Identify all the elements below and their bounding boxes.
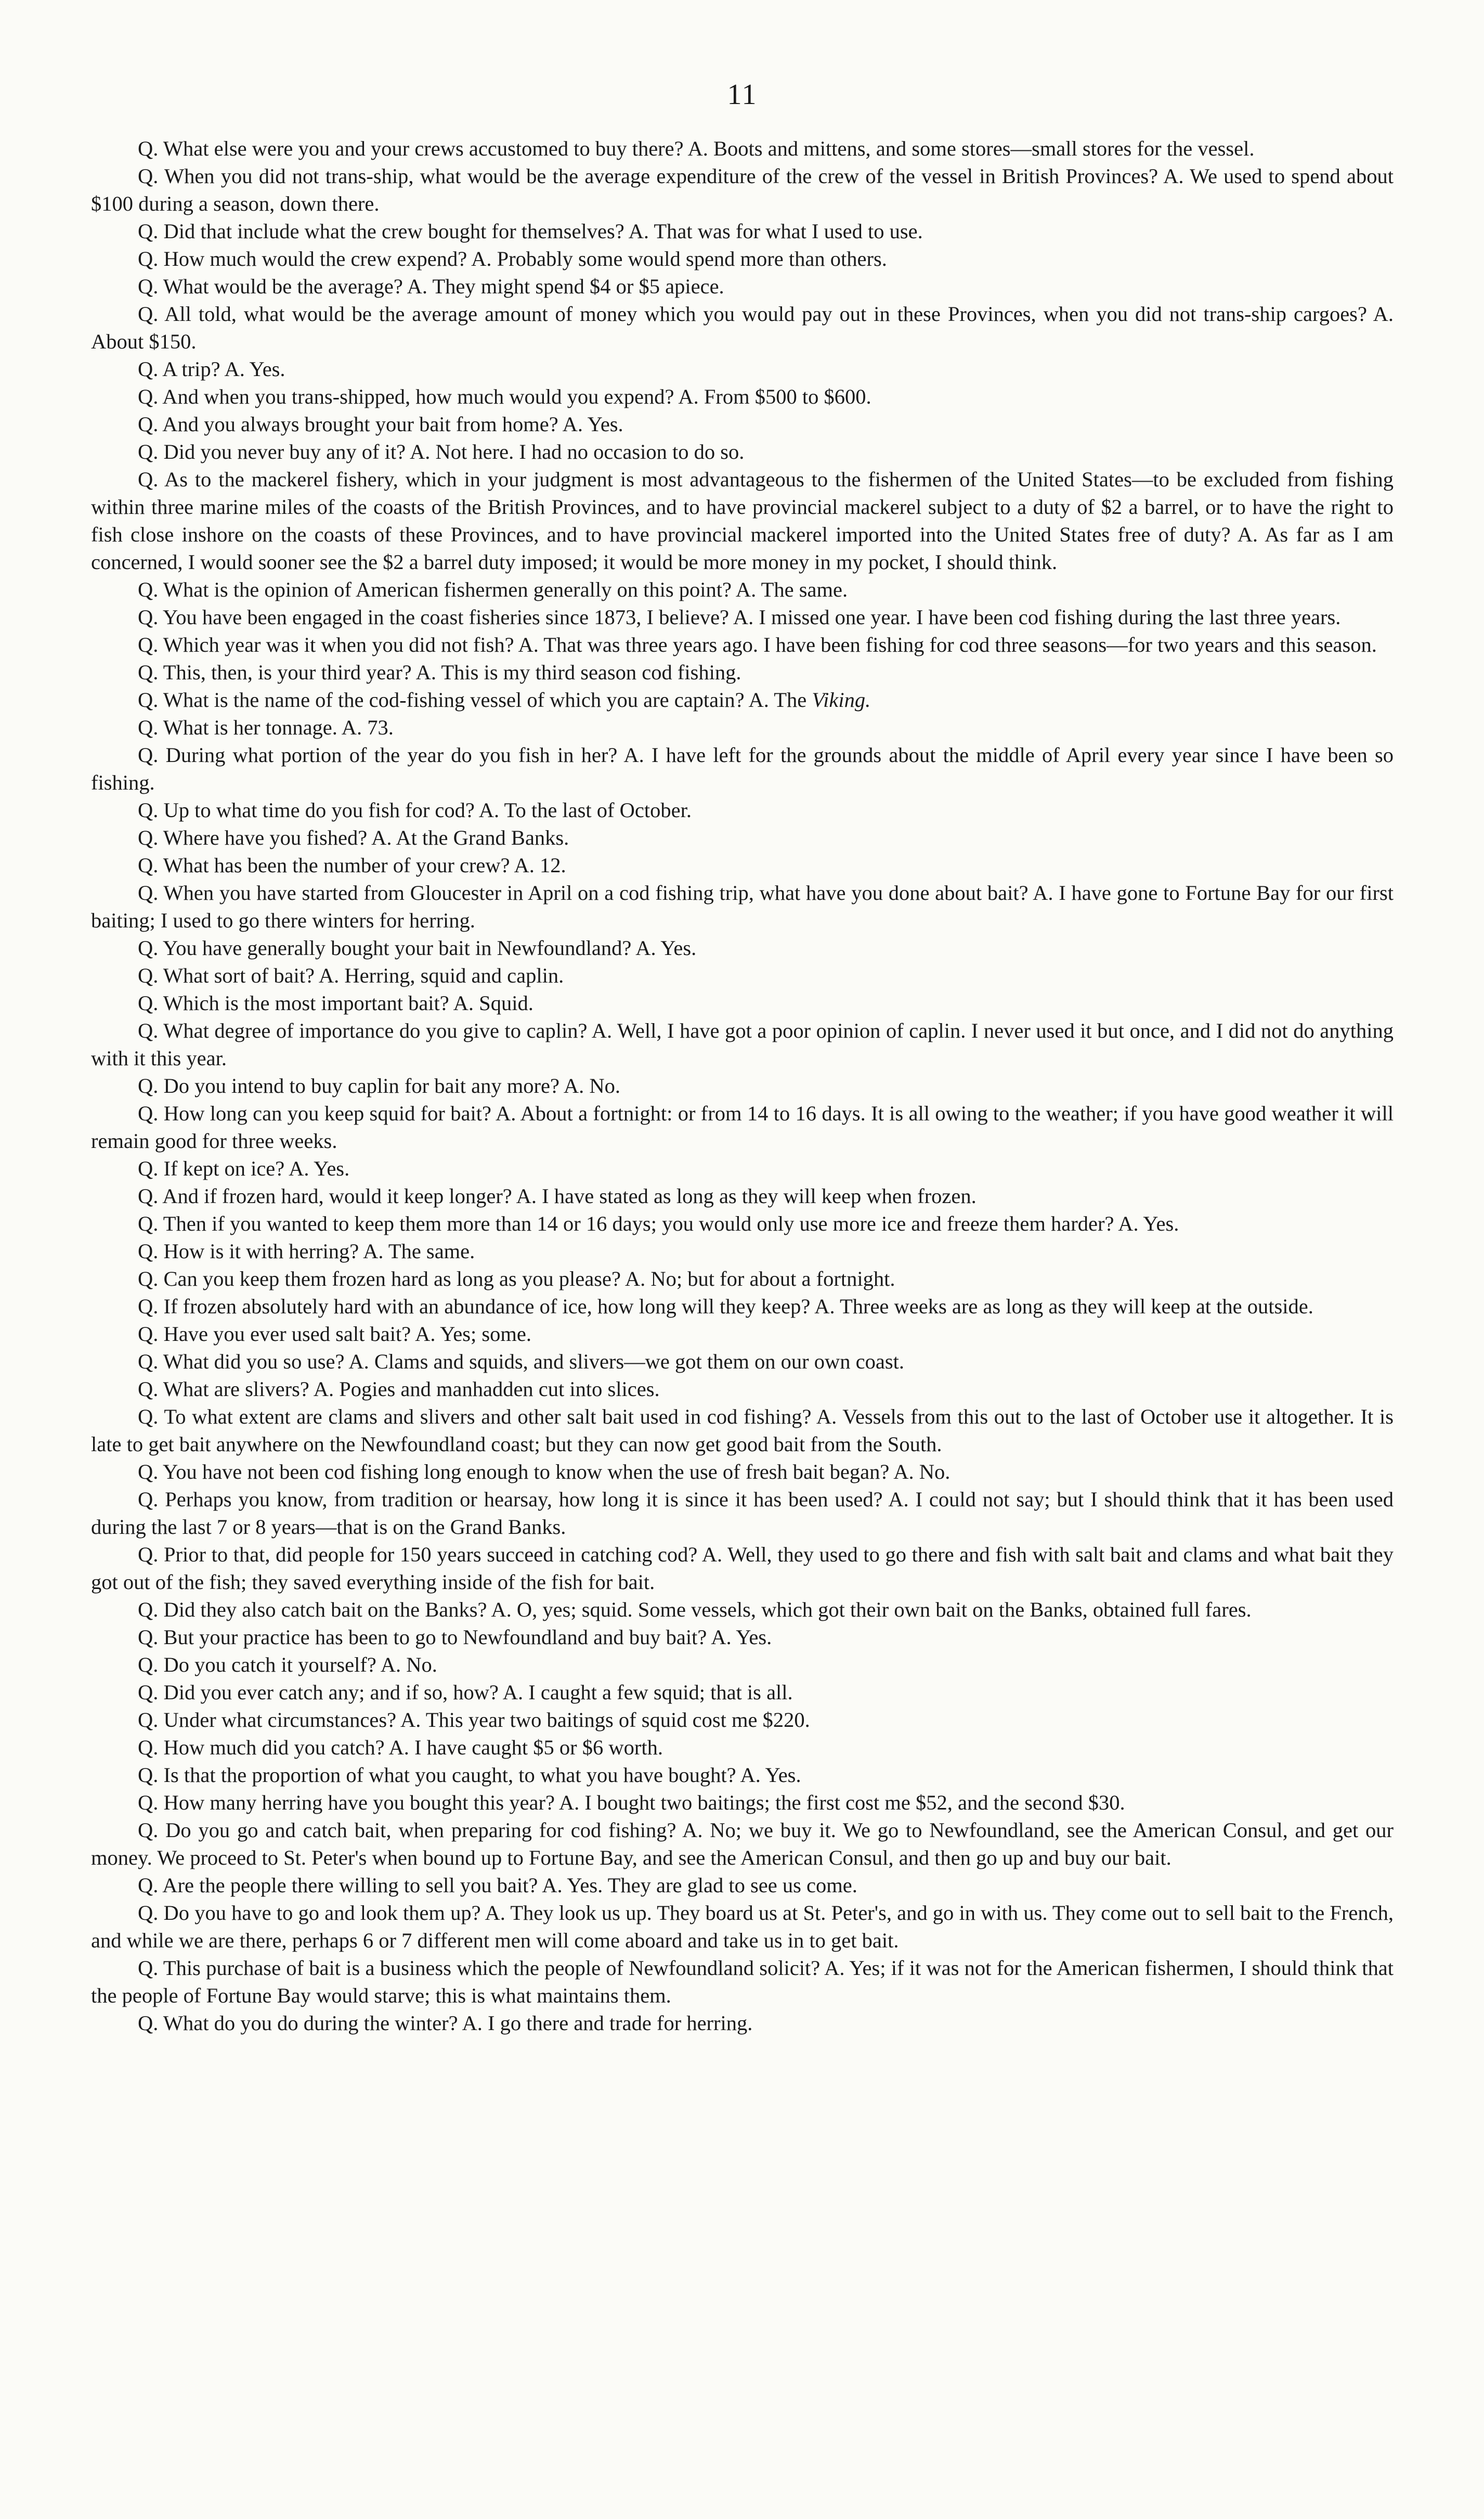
- paragraph-23: Q. You have generally bought your bait in Newfoundland? A. Yes.: [138, 936, 697, 960]
- paragraph-50: Q. Do you go and catch bait, when preparing for cod fishing? A. No; we buy it. We go to Newfoundland, see the American Consul, and get our money. We proceed to St. Peter's when bound up to Fortune Bay, and see the American Consul, and then go up and buy our bait.: [91, 1818, 1394, 1869]
- paragraph-48: Q. Is that the proportion of what you caught, to what you have bought? A. Yes.: [138, 1763, 801, 1787]
- paragraph-34: Q. If frozen absolutely hard with an abundance of ice, how long will they keep? A. Three weeks are as long as they will keep at the outside.: [138, 1295, 1313, 1318]
- paragraph-32: Q. How is it with herring? A. The same.: [138, 1239, 475, 1263]
- paragraph-52: Q. Do you have to go and look them up? A. They look us up. They board us at St. Peter's, and go in with us. They come out to sell bait to the French, and while we are there, perhaps 6 or 7 different men will come aboard and take us in to get bait.: [91, 1901, 1394, 1952]
- paragraph-31: Q. Then if you wanted to keep them more than 14 or 16 days; you would only use more ice and freeze them harder? A. Yes.: [138, 1212, 1179, 1235]
- paragraph-29: Q. If kept on ice? A. Yes.: [138, 1157, 350, 1180]
- paragraph-25: Q. Which is the most important bait? A. Squid.: [138, 991, 533, 1015]
- paragraph-4: Q. How much would the crew expend? A. Probably some would spend more than others.: [138, 247, 887, 270]
- paragraph-18: Q. During what portion of the year do you fish in her? A. I have left for the grounds about the middle of April every year since I have been so fishing.: [91, 743, 1394, 794]
- paragraph-6: Q. All told, what would be the average amount of money which you would pay out in these Provinces, when you did not trans-ship cargoes? A. About $150.: [91, 302, 1394, 353]
- paragraph-24: Q. What sort of bait? A. Herring, squid and caplin.: [138, 964, 564, 987]
- document-page: [91, 78, 1394, 2037]
- paragraph-35: Q. Have you ever used salt bait? A. Yes; some.: [138, 1322, 532, 1346]
- paragraph-2: Q. When you did not trans-ship, what would be the average expenditure of the crew of the vessel in British Provinces? A. We used to spend about $100 during a season, down there.: [91, 164, 1394, 215]
- paragraph-1: Q. What else were you and your crews accustomed to buy there? A. Boots and mittens, and some stores—small stores for the vessel.: [138, 137, 1255, 160]
- paragraph-9: Q. And you always brought your bait from home? A. Yes.: [138, 412, 623, 436]
- paragraph-8: Q. And when you trans-shipped, how much would you expend? A. From $500 to $600.: [138, 385, 871, 408]
- paragraph-16: Q. What is the name of the cod-fishing vessel of which you are captain? A. The Viking.: [138, 688, 871, 712]
- paragraph-44: Q. Do you catch it yourself? A. No.: [138, 1653, 437, 1676]
- paragraph-20: Q. Where have you fished? A. At the Grand Banks.: [138, 826, 569, 849]
- paragraph-21: Q. What has been the number of your crew? A. 12.: [138, 854, 566, 877]
- paragraph-5: Q. What would be the average? A. They might spend $4 or $5 apiece.: [138, 275, 724, 298]
- paragraph-17: Q. What is her tonnage. A. 73.: [138, 716, 394, 739]
- paragraph-47: Q. How much did you catch? A. I have caught $5 or $6 worth.: [138, 1736, 663, 1759]
- paragraph-54: Q. What do you do during the winter? A. I go there and trade for herring.: [138, 2011, 753, 2035]
- paragraph-49: Q. How many herring have you bought this year? A. I bought two baitings; the first cost me $52, and the second $30.: [138, 1791, 1125, 1814]
- paragraph-36: Q. What did you so use? A. Clams and squids, and slivers—we got them on our own coast.: [138, 1350, 904, 1373]
- paragraph-42: Q. Did they also catch bait on the Banks? A. O, yes; squid. Some vessels, which got their own bait on the Banks, obtained full fares.: [138, 1598, 1252, 1621]
- paragraph-39: Q. You have not been cod fishing long enough to know when the use of fresh bait began? A. No.: [138, 1460, 951, 1483]
- paragraph-41: Q. Prior to that, did people for 150 years succeed in catching cod? A. Well, they used to go there and fish with salt bait and clams and what bait they got out of the fish; they saved everything inside of the fish for bait.: [91, 1543, 1394, 1594]
- paragraph-45: Q. Did you ever catch any; and if so, how? A. I caught a few squid; that is all.: [138, 1681, 793, 1704]
- vessel-name: Viking.: [812, 688, 871, 712]
- paragraph-33: Q. Can you keep them frozen hard as long as you please? A. No; but for about a fortnight.: [138, 1267, 895, 1290]
- paragraph-53: Q. This purchase of bait is a business which the people of Newfoundland solicit? A. Yes; if it was not for the American fishermen, I should think that the people of Fortune Bay would starve; this is what maintains them.: [91, 1956, 1394, 2007]
- paragraph-46: Q. Under what circumstances? A. This year two baitings of squid cost me $220.: [138, 1708, 810, 1732]
- paragraph-14: Q. Which year was it when you did not fish? A. That was three years ago. I have been fishing for cod three seasons—for two years and this season.: [138, 633, 1377, 656]
- paragraph-12: Q. What is the opinion of American fishermen generally on this point? A. The same.: [138, 578, 848, 601]
- paragraph-13: Q. You have been engaged in the coast fisheries since 1873, I believe? A. I missed one year. I have been cod fishing during the last three years.: [138, 605, 1341, 629]
- page-number: 11: [727, 79, 758, 111]
- paragraph-7: Q. A trip? A. Yes.: [138, 357, 285, 381]
- paragraph-30: Q. And if frozen hard, would it keep longer? A. I have stated as long as they will keep when frozen.: [138, 1184, 977, 1208]
- paragraph-26: Q. What degree of importance do you give to caplin? A. Well, I have got a poor opinion of caplin. I never used it but once, and I did not do anything with it this year.: [91, 1019, 1394, 1070]
- paragraph-22: Q. When you have started from Gloucester in April on a cod fishing trip, what have you done about bait? A. I have gone to Fortune Bay for our first baiting; I used to go there winters for herring.: [91, 881, 1394, 932]
- paragraph-40: Q. Perhaps you know, from tradition or hearsay, how long it is since it has been used? A. I could not say; but I should think that it has been used during the last 7 or 8 years—that is on the Grand Banks.: [91, 1488, 1394, 1539]
- paragraph-43: Q. But your practice has been to go to Newfoundland and buy bait? A. Yes.: [138, 1625, 772, 1649]
- paragraph-10: Q. Did you never buy any of it? A. Not here. I had no occasion to do so.: [138, 440, 745, 463]
- paragraph-51: Q. Are the people there willing to sell you bait? A. Yes. They are glad to see us come.: [138, 1874, 857, 1897]
- paragraph-28: Q. How long can you keep squid for bait? A. About a fortnight: or from 14 to 16 days. It is all owing to the weather; if you have good weather it will remain good for three weeks.: [91, 1102, 1394, 1153]
- paragraph-15: Q. This, then, is your third year? A. This is my third season cod fishing.: [138, 661, 741, 684]
- paragraph-38: Q. To what extent are clams and slivers and other salt bait used in cod fishing? A. Vessels from this out to the last of October use it altogether. It is late to get bait anywhere on the Newfoundland coast; but they can now get good bait from the South.: [91, 1405, 1394, 1456]
- paragraph-19: Q. Up to what time do you fish for cod? A. To the last of October.: [138, 798, 692, 822]
- paragraph-27: Q. Do you intend to buy caplin for bait any more? A. No.: [138, 1074, 620, 1097]
- paragraph-11: Q. As to the mackerel fishery, which in your judgment is most advantageous to the fishermen of the United States—to be excluded from fishing within three marine miles of the coasts of the British Provinces, and to have provincial mackerel subject to a duty of $2 a barrel, or to have the right to fish close inshore on the coasts of these Provinces, and to have provincial mackerel imported into the United States free of duty? A. As far as I am concerned, I would sooner see the $2 a barrel duty imposed; it would be more money in my pocket, I should think.: [91, 468, 1394, 574]
- paragraph-3: Q. Did that include what the crew bought for themselves? A. That was for what I used to use.: [138, 219, 923, 243]
- paragraph-37: Q. What are slivers? A. Pogies and manhadden cut into slices.: [138, 1377, 660, 1401]
